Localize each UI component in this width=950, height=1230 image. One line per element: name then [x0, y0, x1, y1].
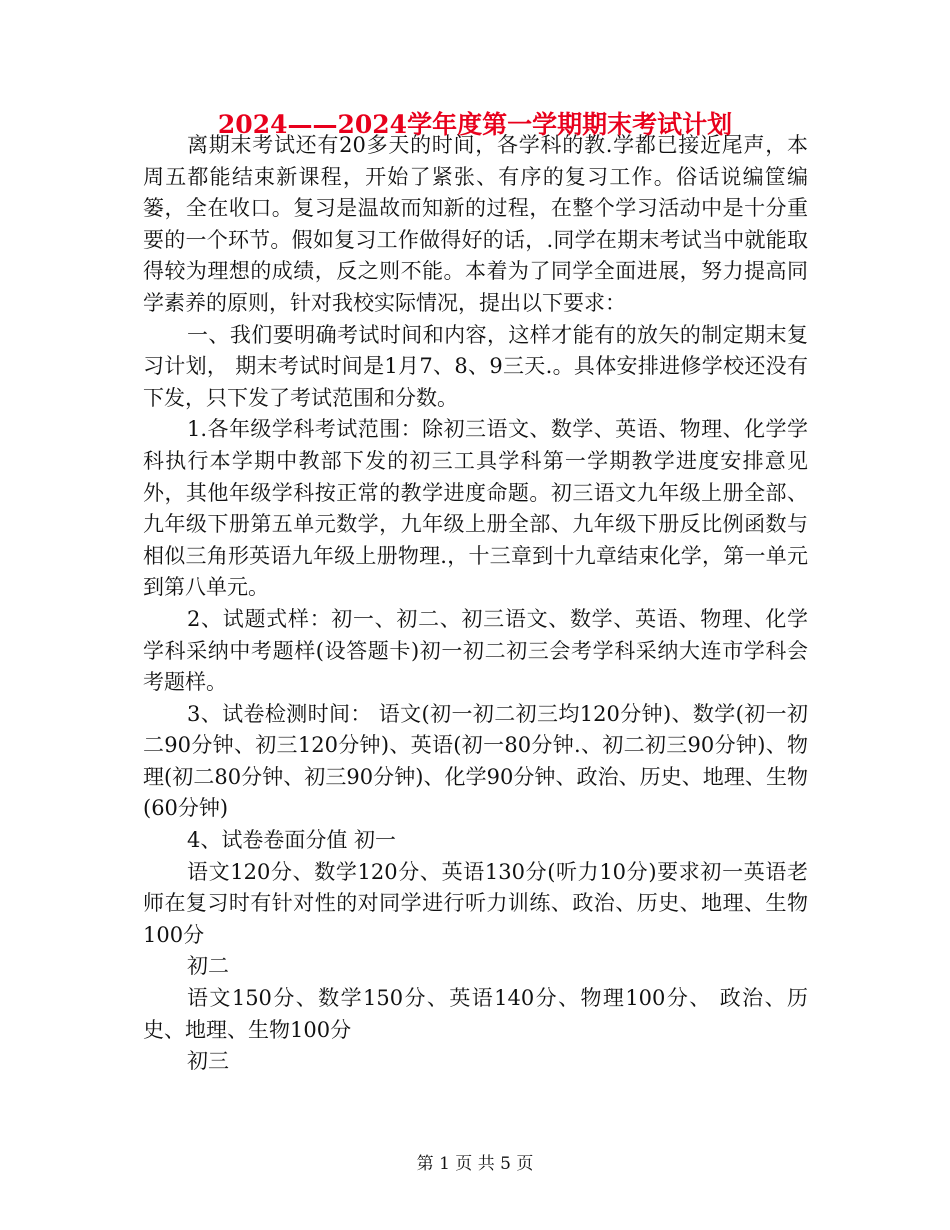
intro-paragraph: 离期末考试还有20多天的时间，各学科的教.学都已接近尾声，本周五都能结束新课程，开始了紧张、有序的复习工作。俗话说编筐编篓，全在收口。复习是温故而知新的过程，在整个学习活动中是十分重要的一个环节。假如复习工作做得好的话，.同学在期末考试当中就能取得较为理想的成绩，反之则不能。本着为了同学全面进展，努力提高同学素养的原则，针对我校实际情况，提出以下要求： — [143, 133, 808, 315]
grade-one-scores-paragraph: 语文120分、数学120分、英语130分(听力10分)要求初一英语老师在复习时有针对性的对同学进行听力训练、政治、历史、地理、生物100分 — [143, 859, 808, 947]
score-values-heading: 4、试卷卷面分值 初一 — [187, 828, 397, 853]
grade-two-scores-paragraph: 语文150分、数学150分、英语140分、物理100分、 政治、历史、地理、生物100分 — [143, 986, 808, 1042]
exam-duration-paragraph: 3、试卷检测时间： 语文(初一初二初三均120分钟)、数学(初一初二90分钟、初三120分钟)、英语(初一80分钟.、初二初三90分钟)、物理(初二80分钟、初三90分钟)、化学90分钟、政治、历史、地理、生物(60分钟) — [143, 701, 808, 821]
document-body — [143, 130, 808, 1078]
document-title: 2024——2024学年度第一学期期末考试计划 — [217, 110, 733, 139]
grade-two-heading: 初二 — [187, 954, 229, 979]
exam-scope-paragraph: 1.各年级学科考试范围：除初三语文、数学、英语、物理、化学学科执行本学期中教部下发的初三工具学科第一学期教学进度安排意见外，其他年级学科按正常的教学进度命题。初三语文九年级上册全部、九年级下册第五单元数学，九年级上册全部、九年级下册反比例函数与相似三角形英语九年级上册物理.，十三章到十九章结束化学，第一单元到第八单元。 — [143, 417, 808, 600]
page-number-footer: 第 1 页 共 5 页 — [416, 1154, 534, 1174]
section-one-paragraph: 一、我们要明确考试时间和内容，这样才能有的放矢的制定期末复习计划， 期末考试时间是1月7、8、9三天.。具体安排进修学校还没有下发，只下发了考试范围和分数。 — [143, 322, 808, 410]
exam-format-paragraph: 2、试题式样：初一、初二、初三语文、数学、英语、物理、化学学科采纳中考题样(设答题卡)初一初二初三会考学科采纳大连市学科会考题样。 — [143, 606, 808, 695]
grade-three-heading: 初三 — [187, 1049, 229, 1074]
